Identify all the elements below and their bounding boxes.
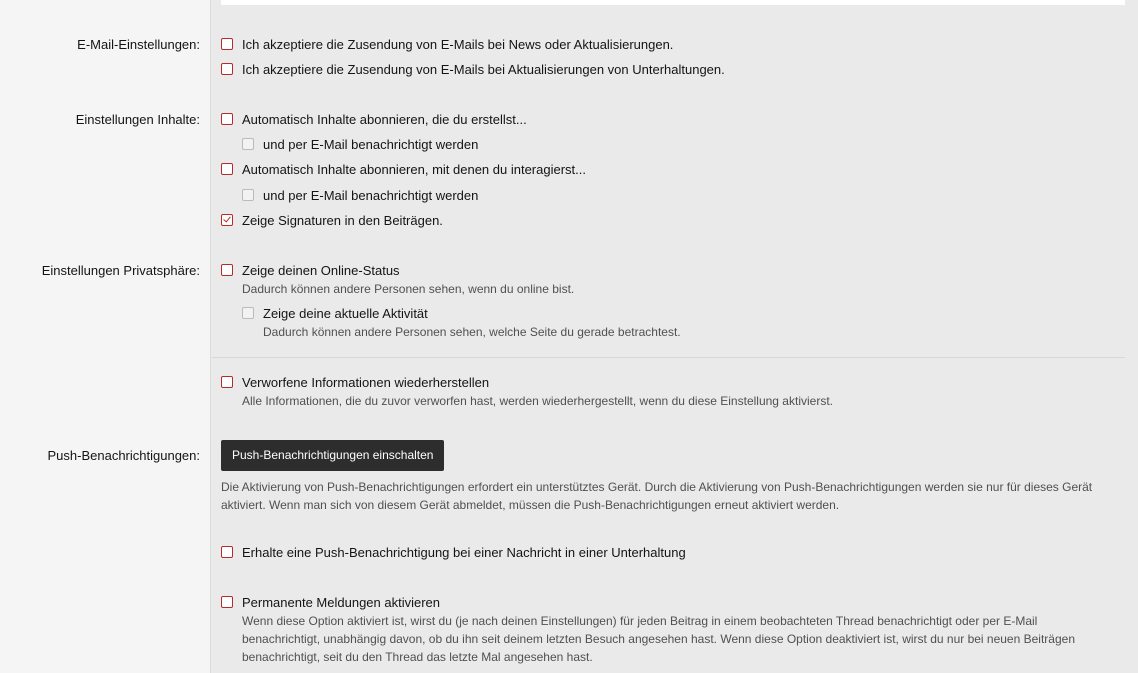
option-hint: Dadurch können andere Personen sehen, wenn du online bist. xyxy=(242,282,575,296)
label-push-notifications: Push-Benachrichtigungen: xyxy=(47,448,200,463)
option-email-news[interactable] xyxy=(221,37,673,53)
checkbox-watch-created-email[interactable] xyxy=(242,138,254,150)
option-watch-interacted[interactable] xyxy=(221,162,586,178)
option-label: Ich akzeptiere die Zusendung von E-Mails bei Aktualisierungen von Unterhaltungen. xyxy=(242,62,725,77)
option-label: Ich akzeptiere die Zusendung von E-Mails bei News oder Aktualisierungen. xyxy=(242,37,674,52)
checkbox-online-status[interactable] xyxy=(221,264,233,276)
push-hint: Die Aktivierung von Push-Benachrichtigungen erfordert ein unterstütztes Gerät. Durch die Aktivierung von Push-Benachrichtigungen werden sie nur für dieses Gerät aktiviert. Wenn man sich von diesem Gerät abmeldet, müssen die Push-Benachrichtigungen erneut aktiviert werden. xyxy=(221,480,1093,512)
option-online-status[interactable] xyxy=(221,263,574,298)
option-label: Zeige deinen Online-Status xyxy=(242,263,400,278)
option-show-signatures[interactable] xyxy=(221,213,443,229)
previous-field-bottom xyxy=(221,0,1125,5)
label-privacy-settings: Einstellungen Privatsphäre: xyxy=(41,263,200,278)
checkbox-show-signatures[interactable] xyxy=(221,214,233,226)
checkbox-restore-dismissed[interactable] xyxy=(221,376,233,388)
option-hint: Wenn diese Option aktiviert ist, wirst du (je nach deinen Einstellungen) für jeden Beitrag in einem beobachteten Thread benachrichtigt oder per E-Mail benachrichtigt, unabhängig davon, ob du ihn seit deinem letzten Besuch angesehen hast. Wenn diese Option deaktiviert ist, wirst du nur bei neuen Beiträgen benachrichtigt, seit du den Thread das letzte Mal angesehen hast. xyxy=(242,614,1075,664)
option-label: Permanente Meldungen aktivieren xyxy=(242,595,441,610)
option-label: Zeige Signaturen in den Beiträgen. xyxy=(242,213,443,228)
option-hint: Alle Informationen, die du zuvor verworfen hast, werden wiederhergestellt, wenn du diese Einstellung aktivierst. xyxy=(242,394,833,408)
option-email-conversations[interactable] xyxy=(221,62,725,78)
option-label: Automatisch Inhalte abonnieren, die du erstellst... xyxy=(242,112,527,127)
option-label: Erhalte eine Push-Benachrichtigung bei einer Nachricht in einer Unterhaltung xyxy=(242,545,686,560)
checkbox-email-news[interactable] xyxy=(221,38,233,50)
option-hint: Dadurch können andere Personen sehen, welche Seite du gerade betrachtest. xyxy=(263,325,681,339)
option-push-conversation[interactable] xyxy=(221,545,686,561)
checkbox-current-activity[interactable] xyxy=(242,307,254,319)
section-divider xyxy=(212,357,1125,358)
option-watch-interacted-email[interactable] xyxy=(242,188,478,204)
option-label: Automatisch Inhalte abonnieren, mit denen du interagierst... xyxy=(242,162,586,177)
option-label: Zeige deine aktuelle Aktivität xyxy=(263,306,428,321)
checkbox-email-conversations[interactable] xyxy=(221,63,233,75)
checkbox-push-conversation[interactable] xyxy=(221,546,233,558)
option-restore-dismissed[interactable] xyxy=(221,375,833,410)
checkbox-watch-created[interactable] xyxy=(221,113,233,125)
option-label: Verworfene Informationen wiederherstellen xyxy=(242,375,490,390)
label-email-settings: E-Mail-Einstellungen: xyxy=(77,37,200,52)
label-column xyxy=(0,0,210,673)
checkbox-watch-interacted[interactable] xyxy=(221,163,233,175)
option-current-activity[interactable] xyxy=(242,306,681,341)
checkbox-watch-interacted-email[interactable] xyxy=(242,189,254,201)
option-label: und per E-Mail benachrichtigt werden xyxy=(263,137,479,152)
option-label: und per E-Mail benachrichtigt werden xyxy=(263,188,479,203)
option-watch-created-email[interactable] xyxy=(242,137,478,153)
option-watch-created[interactable] xyxy=(221,112,527,128)
label-content-settings: Einstellungen Inhalte: xyxy=(75,112,200,127)
option-permanent-notifications[interactable] xyxy=(221,595,1121,666)
checkbox-permanent-notifications[interactable] xyxy=(221,596,233,608)
enable-push-button[interactable]: Push-Benachrichtigungen einschalten xyxy=(221,440,444,471)
